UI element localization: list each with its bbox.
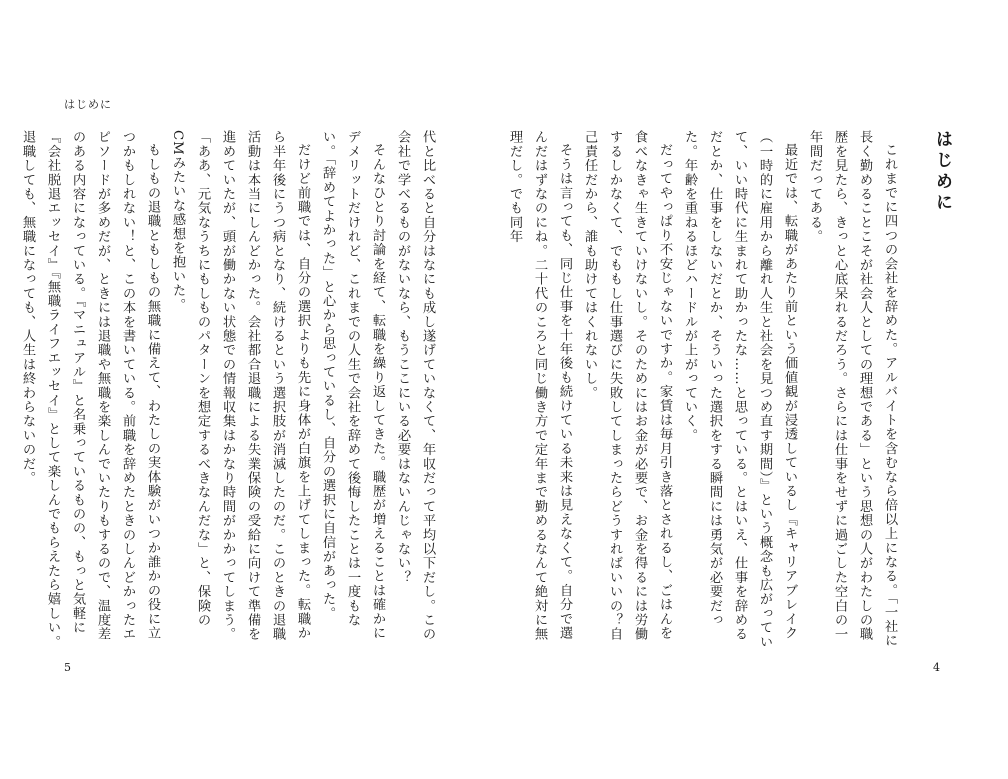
running-head: はじめに [64, 98, 112, 111]
left-page-body [20, 130, 440, 650]
page-number-right: 4 [933, 661, 940, 674]
paragraph: そんなひとり討論を経て、転職を繰り返してきた。職歴が増えることは確かにデメリットだけれど、これまでの人生で会社を辞めて後悔したことは一度もない。「辞めてよかった」と心から思っているし、自分の選択に自信があった。 [320, 130, 385, 641]
paragraph: そうは言っても、同じ仕事を十年後も続けている未来は見えなくて。自分で選んだはずなのにね。二十代のころと同じ働き方で定年まで勤めるなんて絶対に無理だし。でも同年 [507, 130, 572, 642]
right-page-body [507, 130, 902, 650]
paragraph: これまでに四つの会社を辞めた。アルバイトを含むなら倍以上になる。「一社に長く勤めることこそが社会人としての理想である」という思想の人がわたしの職歴を見たら、きっと心底呆れるだろう。さらには仕事をせずに過ごした空白の一年間だってある。 [807, 130, 897, 648]
paragraph: 退職しても、無職になっても、人生は終わらないのだ。 [20, 130, 35, 485]
chapter-title: はじめに [932, 130, 952, 214]
right-page [504, 0, 1008, 779]
paragraph: だけど前職では、自分の選択よりも先に身体が白旗を上げてしまった。転職から半年後にうつ病となり、続けるという選択肢が消滅したのだ。このときの退職活動は本当にしんどかった。会社都合退職による失業保険の受給に向けて準備を進めていたが、頭が働かない状態での情報収集はかなり時間がかかってしまう。「ああ、元気なうちにもしものパターンを想定するべきなんだな」と、保険のCMみたいな感想を抱いた。 [170, 130, 310, 642]
paragraph: だってやっぱり不安じゃないですか。家賃は毎月引き落とされるし、ごはんを食べなきゃ生きていけないし。そのためにはお金が必要で、お金を得るには労働するしかなくて、でももし仕事選びに失敗してしまったらどうすればいいの？自己責任だから、誰も助けてはくれないし。 [582, 130, 672, 642]
paragraph: もしもの退職ともしもの無職に備えて、わたしの実体験がいつか誰かの役に立つかもしれない！と、この本を書いている。前職を辞めたときのしんどかったエピソードが多めだが、ときには退職や無職を楽しんでいたりもするので、温度差のある内容になっている。『マニュアル』と名乗っているものの、もっと気軽に『会社脱退エッセイ』『無職ライフエッセイ』として楽しんでもらえたら嬉しい。 [45, 130, 160, 649]
paragraph: 最近では、転職があたり前という価値観が浸透しているし『キャリアブレイク（一時的に雇用から離れ人生と社会を見つめ直す期間）』という概念も広がっていて、いい時代に生まれて助かったな……と思っている。とはいえ、仕事を辞めるだとか、仕事をしないだとか、そういった選択をする瞬間には勇気が必要だった。年齢を重ねるほどハードルが上がっていく。 [682, 130, 797, 649]
page-number-left: 5 [64, 661, 71, 674]
paragraph: 代と比べると自分はなにも成し遂げていなくて、年収だって平均以下だし。この会社で学べるものがないなら、もうここにいる必要はないんじゃない？ [395, 130, 435, 642]
